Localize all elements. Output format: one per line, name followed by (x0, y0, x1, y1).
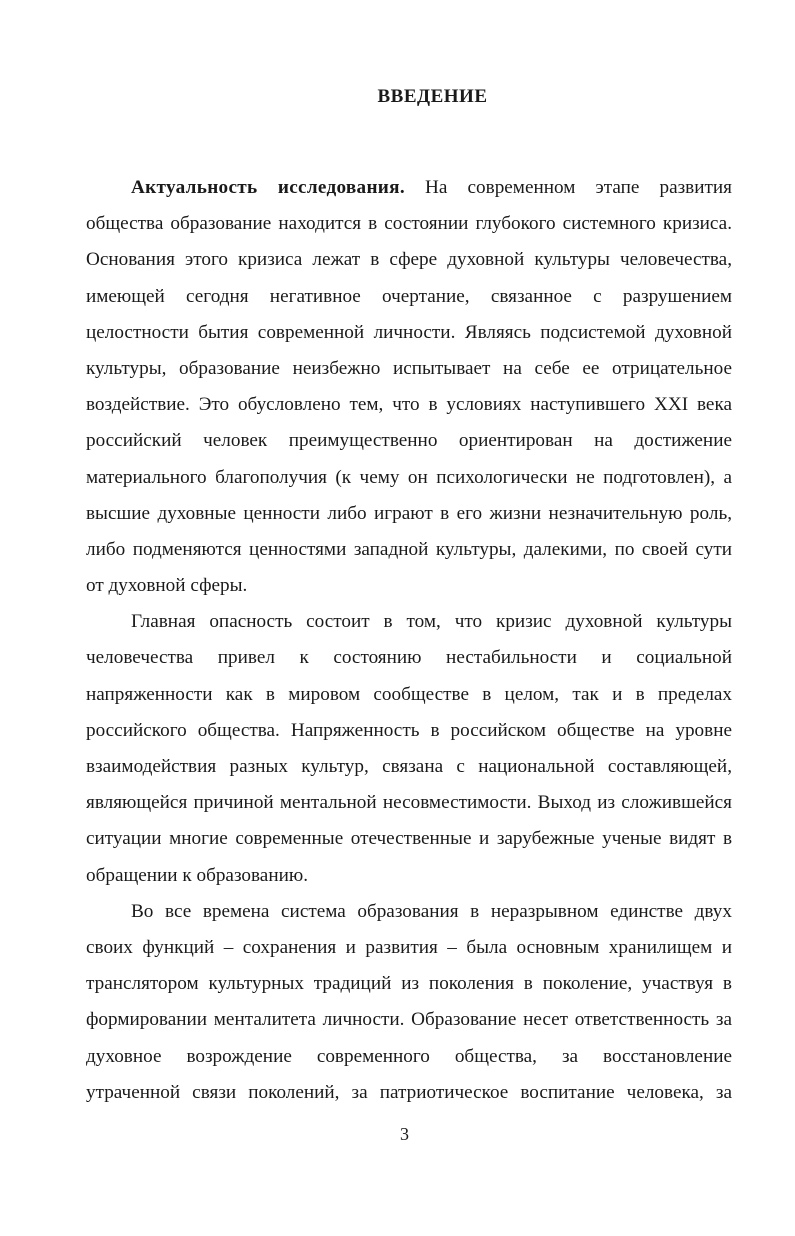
text-line: Главная опасность состоит в том, что кризис духовной культуры (131, 611, 732, 633)
text-line: целостности бытия современной личности. Являясь подсистемой духовной (86, 321, 732, 343)
text-line: духовное возрождение современного общества, за восстановление (86, 1045, 732, 1067)
text-line: общества образование находится в состоянии глубокого системного кризиса. (86, 213, 732, 235)
text-line: своих функций – сохранения и развития – была основным хранилищем и (86, 936, 732, 958)
body-text (86, 170, 732, 1111)
text-line: российский человек преимущественно ориентирован на достижение (86, 430, 732, 452)
text-line: имеющей сегодня негативное очертание, связанное с разрушением (86, 285, 732, 307)
text-line: утраченной связи поколений, за патриотическое воспитание человека, за (86, 1081, 732, 1103)
text-line: обращении к образованию. (86, 864, 308, 886)
text-line: Во все времена система образования в неразрывном единстве двух (131, 900, 732, 922)
text-line: материального благополучия (к чему он психологически не подготовлен), а (86, 466, 732, 488)
page-title: ВВЕДЕНИЕ (377, 86, 488, 107)
text-line: ситуации многие современные отечественные и зарубежные ученые видят в (86, 828, 732, 850)
text-line: транслятором культурных традиций из поколения в поколение, участвуя в (86, 973, 732, 995)
text-line: российского общества. Напряженность в российском обществе на уровне (86, 719, 732, 741)
text-line: культуры, образование неизбежно испытывает на себе ее отрицательное (86, 357, 732, 379)
text-line: высшие духовные ценности либо играют в его жизни незначительную роль, (86, 502, 732, 524)
lead-phrase: Актуальность исследования. (131, 177, 405, 198)
text-line: Актуальность исследования. На современном этапе развития (131, 177, 732, 198)
text-line: напряженности как в мировом сообществе в целом, так и в пределах (86, 683, 732, 705)
text-line: либо подменяются ценностями западной культуры, далекими, по своей сути (86, 538, 732, 560)
text-line: воздействие. Это обусловлено тем, что в условиях наступившего XXI века (86, 394, 732, 416)
text-line: формировании менталитета личности. Образование несет ответственность за (86, 1009, 732, 1031)
text-line: Основания этого кризиса лежат в сфере духовной культуры человечества, (86, 249, 732, 271)
text-line: от духовной сферы. (86, 575, 248, 597)
page-number: 3 (400, 1124, 409, 1144)
text-line: являющейся причиной ментальной несовместимости. Выход из сложившейся (86, 792, 732, 814)
text-line: человечества привел к состоянию нестабильности и социальной (86, 647, 732, 669)
text-line: взаимодействия разных культур, связана с национальной составляющей, (86, 756, 732, 777)
